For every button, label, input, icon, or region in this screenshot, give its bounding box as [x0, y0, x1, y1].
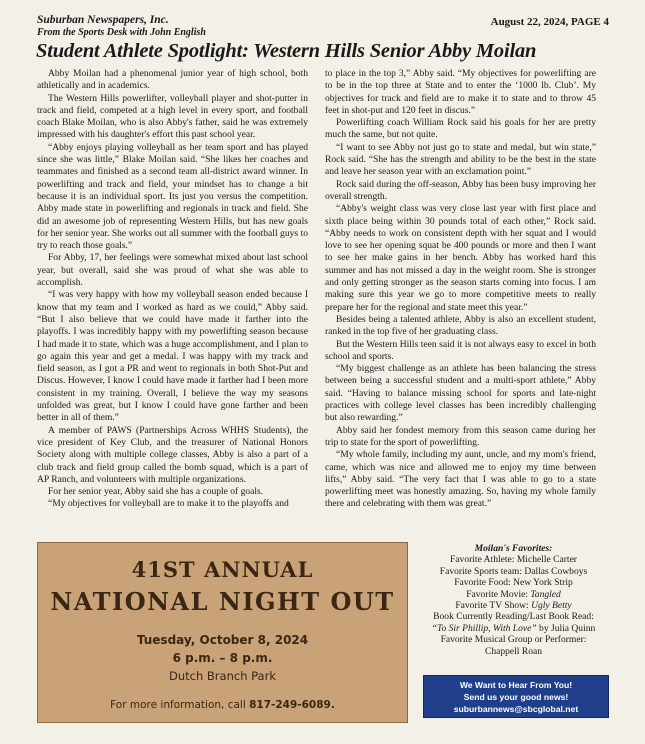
favorite-food: Favorite Food: New York Strip [454, 577, 573, 589]
paragraph: Besides being a talented athlete, Abby is also an excellent student, ranked in the top five of her graduating class. [325, 313, 596, 338]
paragraph: Abby said her fondest memory from this season came during her trip to state for the sport of powerlifting. [325, 424, 596, 448]
contact-email[interactable]: suburbannews@sbcglobal.net [453, 704, 579, 714]
favorite-book-title: “To Sir Phillip, With Love” [431, 622, 537, 634]
paragraph: The Western Hills powerlifter, volleyball player and shot-putter in track and field, competed at a high level in every sport, and football coach Blake Moilan, who is also Abby's father, said he was extremely impressed with his daughter's effort this past school year. [37, 92, 308, 141]
favorite-book-author: by Julia Quinn [536, 622, 596, 634]
ad-title-line-1: 41ST ANNUAL [131, 557, 314, 582]
favorites-title: Moilan's Favorites: [474, 543, 553, 554]
paragraph: “My objectives for volleyball are to make it to the playoffs and [48, 498, 289, 510]
article-column-1 [37, 68, 308, 530]
favorite-tv-title: Ugly Betty [531, 600, 572, 612]
favorite-tv [418, 600, 609, 611]
favorites-box [418, 543, 609, 657]
contact-line-1: We Want to Hear From You! [459, 680, 573, 690]
ad-info-label: For more information, call [110, 699, 250, 711]
paragraph: Powerlifting coach William Rock said his goals for her are pretty much the same, but not quite. [325, 117, 596, 141]
paragraph: “I was very happy with how my volleyball season ended because I know that my team and I worked as hard as we could,” Abby said. “But I also believe that we could have made it farther into the playoffs. I was incredibly happy with my powerlifting season because I had made it to state, which was a huge accomplishment, and I plan to go again this year and get a medal. I was happy with my track and field season, as I got a PR and went to regionals in both Shot-Put and Discus. However, I know I could have made it farther had I been more consistent in my training. Overall, I believe the way my seasons unfolded was great, but I know I could have gone farther and been better in all of them.” [37, 289, 308, 424]
ad-time: 6 p.m. – 8 p.m. [172, 651, 273, 665]
favorite-movie-label: Favorite Movie: [466, 588, 531, 600]
ad-phone: 817-249-6089. [249, 699, 335, 711]
article-column-2 [325, 68, 596, 532]
contact-line-2: Send us your good news! [463, 692, 569, 702]
favorite-athlete: Favorite Athlete: Michelle Carter [450, 554, 577, 566]
paragraph: A member of PAWS (Partnerships Across WHHS Students), the vice president of Key Club, and the treasurer of National Honors Society along with multiple college classes, Abby is also a part of a club track and field group called the bomb squad, which is a part of AP Ranch, and volunteers with multiple organizations. [37, 424, 308, 485]
national-night-out-ad [37, 542, 408, 723]
ad-location: Dutch Branch Park [169, 669, 276, 683]
paragraph: “Abby's weight class was very close last year with first place and sixth place being within 30 pounds total of each other,” Rock said. “Abby needs to work on consistent depth with her squat and I would love to see her opening squat be 400 pounds or more and then I want to see her make gains in her bench. Abby has worked hard this summer and has not missed a day in the weight room. She is stronger and only getting stronger as the season starts coming into focus. I am making sure this year we go to more competitive meets to really prepare her for the regional and state meet this year.” [325, 203, 596, 313]
publisher-name: Suburban Newspapers, Inc. [37, 14, 169, 26]
favorite-team: Favorite Sports team: Dallas Cowboys [439, 565, 588, 577]
paragraph: “I want to see Abby not just go to state and medal, but win state,” Rock said. “She has the strength and ability to be the best in the state and leave her season year with an exclamation point.” [325, 141, 596, 178]
paragraph: “My biggest challenge as an athlete has been balancing the stress between being a successful student and a multi-sport athlete,” Abby said. “Having to balance missing school for sports and late-night practices with college level classes has been incredibly challenging but also rewarding.” [325, 363, 596, 424]
article-headline: Student Athlete Spotlight: Western Hills Senior Abby Moilan [36, 40, 537, 62]
ad-date: Tuesday, October 8, 2024 [136, 633, 309, 647]
paragraph: For Abby, 17, her feelings were somewhat mixed about last school year, but overall, said she was proud of what she was able to accomplish. [37, 252, 308, 289]
paragraph: “My whole family, including my aunt, uncle, and my mom's friend, came, which was nice and allowed me to enjoy my time between lifts,” Abby said. “The very fact that I was able to go to a state powerlifting meet was honestly amazing. So, having my whole family there and celebrating with them was great.” [325, 449, 596, 510]
sports-desk-byline: From the Sports Desk with John English [37, 27, 206, 38]
paragraph: “Abby enjoys playing volleyball as her team sport and has played since she was little,” Blake Moilan said. “She likes her coaches and teammates and finished as a second team all-district award winner. In powerlifting and track and field, your mindset has to change a bit because it is an individual sport. Its just you versus the competition. Abby made state in powerlifting and regionals in track and field. She did an awesome job of representing Western Hills, but has new goals for her senior year. She works out all summer with the football guys to try to reach those goals.” [37, 141, 308, 252]
favorite-music: Chappell Roan [484, 645, 542, 657]
favorite-music-label: Favorite Musical Group or Performer: [440, 634, 587, 646]
favorite-tv-label: Favorite TV Show: [455, 600, 532, 612]
favorite-movie-title: Tangled [530, 588, 561, 600]
paragraph: For her senior year, Abby said she has a couple of goals. [48, 486, 264, 498]
paragraph: But the Western Hills teen said it is not always easy to excel in both school and sports. [325, 338, 596, 362]
contact-box [423, 675, 609, 718]
favorite-book-label: Book Currently Reading/Last Book Read: [433, 611, 594, 623]
favorite-movie [418, 589, 609, 600]
paragraph: Abby Moilan had a phenomenal junior year of high school, both athletically and in academics. [37, 68, 308, 92]
ad-title-line-2: NATIONAL NIGHT OUT [50, 587, 395, 616]
paragraph: to place in the top 3,” Abby said. “My objectives for powerlifting are to be in the top three at State and to enter the ‘1000 lb. Club’. My objectives for track and field are to make it to state and to throw 45 feet in shot-put and 120 feet in discus.” [325, 68, 596, 116]
ad-info [38, 699, 407, 711]
favorite-book [418, 623, 609, 634]
paragraph: Rock said during the off-season, Abby has been busy improving her overall strength. [325, 178, 596, 202]
dateline: August 22, 2024, PAGE 4 [490, 16, 609, 28]
masthead [37, 14, 609, 39]
